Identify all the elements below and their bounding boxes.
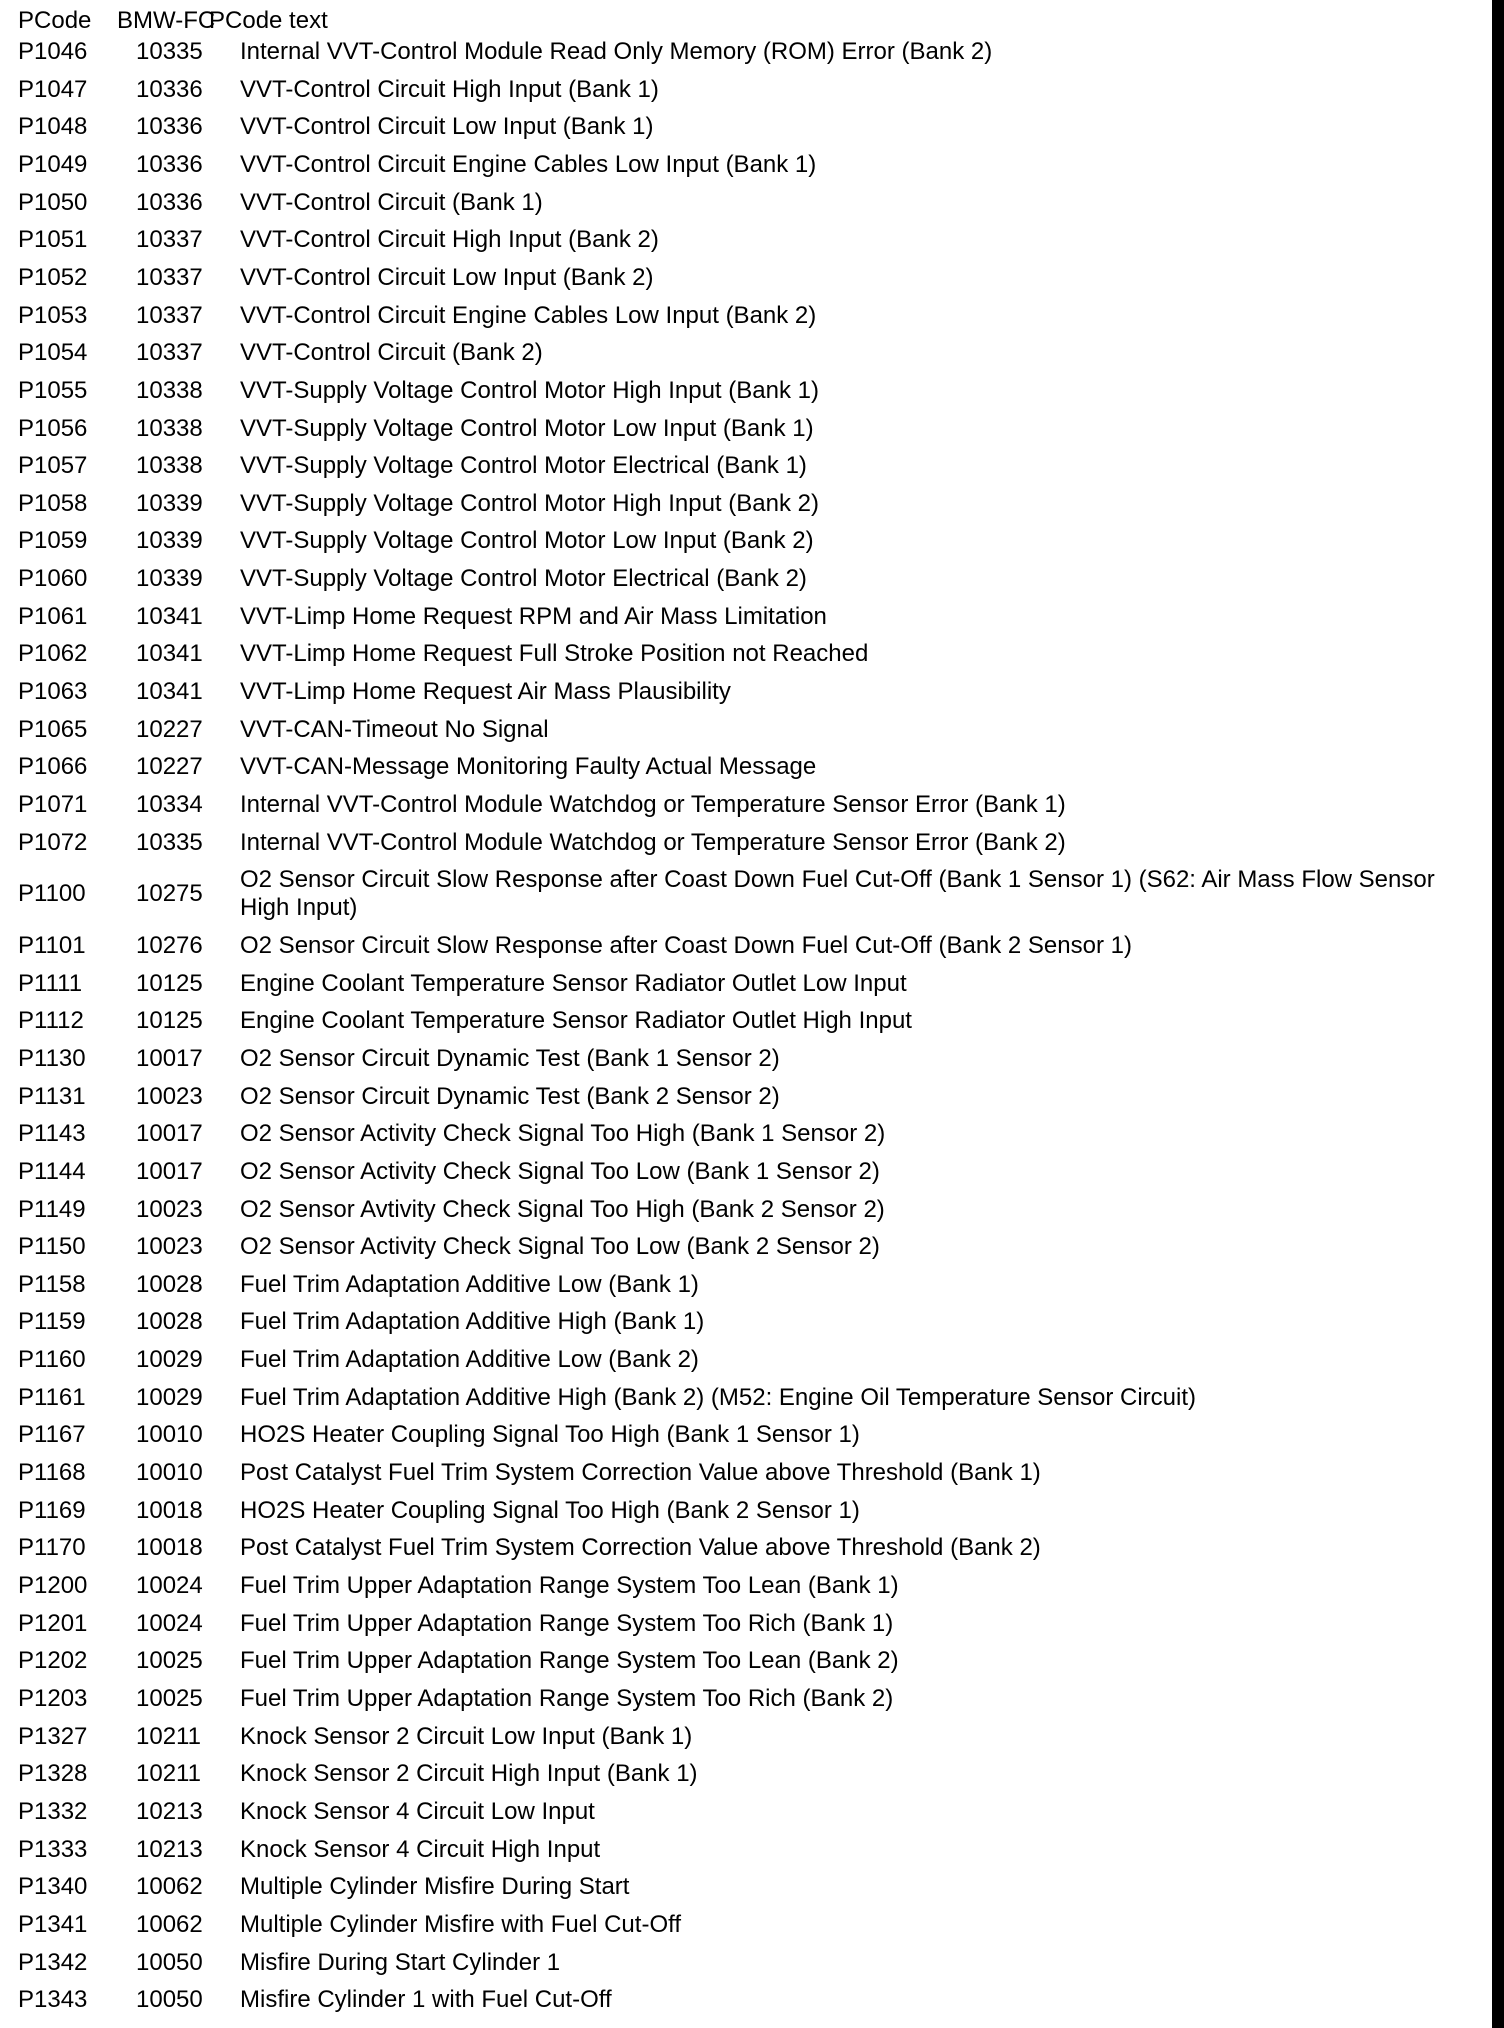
cell-pcode: P1048 [18,113,88,141]
cell-bmw-fc: 10125 [136,1007,203,1035]
cell-pcode-text: VVT-Control Circuit High Input (Bank 1) [240,75,659,103]
cell-pcode-text: VVT-Control Circuit Engine Cables Low Input (Bank 2) [240,301,817,329]
cell-pcode: P1327 [18,1722,88,1750]
cell-pcode: P1072 [18,828,88,856]
cell-pcode: P1071 [18,791,88,818]
cell-pcode-text: VVT-Limp Home Request RPM and Air Mass Limitation [240,602,827,630]
cell-pcode: P1343 [18,1986,88,2014]
cell-bmw-fc: 10338 [136,452,203,480]
cell-pcode: P1332 [18,1797,88,1825]
cell-bmw-fc: 10062 [136,1873,203,1901]
cell-pcode-text: O2 Sensor Circuit Slow Response after Coast Down Fuel Cut-Off (Bank 1 Sensor 1) (S62: Air Mass Flow Sensor High Input) [240,866,1435,922]
cell-bmw-fc: 10010 [136,1459,203,1487]
cell-pcode: P1341 [18,1910,88,1938]
cell-pcode: P1131 [18,1082,86,1110]
cell-bmw-fc: 10029 [136,1383,203,1411]
cell-pcode-text: Fuel Trim Upper Adaptation Range System Too Lean (Bank 1) [240,1572,899,1599]
cell-pcode-text: VVT-CAN-Timeout No Signal [240,715,549,743]
cell-pcode: P1333 [18,1835,88,1863]
cell-pcode-text: Fuel Trim Adaptation Additive Low (Bank 2) [240,1346,699,1374]
cell-bmw-fc: 10337 [136,301,203,329]
cell-pcode-text: Knock Sensor 2 Circuit High Input (Bank 1) [240,1760,698,1788]
cell-pcode-text: VVT-Supply Voltage Control Motor High Input (Bank 2) [240,489,819,517]
cell-pcode-text: O2 Sensor Activity Check Signal Too High (Bank 1 Sensor 2) [240,1120,886,1148]
cell-pcode-text: Engine Coolant Temperature Sensor Radiator Outlet Low Input [240,969,907,997]
cell-pcode-text: O2 Sensor Circuit Dynamic Test (Bank 1 Sensor 2) [240,1044,780,1072]
cell-pcode-text: Fuel Trim Upper Adaptation Range System Too Lean (Bank 2) [240,1647,899,1675]
cell-pcode: P1047 [18,75,88,103]
cell-pcode: P1060 [18,565,88,593]
cell-bmw-fc: 10017 [136,1044,203,1072]
cell-bmw-fc: 10337 [136,339,203,367]
cell-pcode-text: O2 Sensor Avtivity Check Signal Too High (Bank 2 Sensor 2) [240,1195,885,1223]
cell-bmw-fc: 10010 [136,1421,203,1449]
cell-pcode: P1200 [18,1572,88,1599]
cell-pcode: P1051 [18,226,88,254]
cell-pcode: P1053 [18,301,88,329]
cell-pcode: P1170 [18,1534,86,1562]
cell-pcode: P1158 [18,1270,86,1298]
cell-pcode-text: VVT-Supply Voltage Control Motor Electrical (Bank 2) [240,565,807,593]
cell-pcode-text: VVT-Supply Voltage Control Motor High Input (Bank 1) [240,376,819,404]
cell-bmw-fc: 10341 [136,678,203,706]
cell-pcode: P1169 [18,1496,86,1524]
cell-bmw-fc: 10025 [136,1684,203,1712]
cell-pcode-text: Fuel Trim Adaptation Additive Low (Bank 1) [240,1270,699,1298]
cell-pcode: P1050 [18,188,88,216]
cell-pcode-text: Fuel Trim Upper Adaptation Range System Too Rich (Bank 2) [240,1684,894,1712]
cell-bmw-fc: 10339 [136,489,203,517]
cell-pcode: P1150 [18,1233,86,1261]
cell-pcode: P1058 [18,489,88,517]
cell-pcode-text: O2 Sensor Circuit Dynamic Test (Bank 2 Sensor 2) [240,1082,780,1110]
cell-bmw-fc: 10227 [136,715,203,743]
cell-pcode: P1202 [18,1647,88,1675]
cell-bmw-fc: 10227 [136,753,203,781]
cell-pcode: P1161 [18,1383,86,1411]
cell-pcode: P1112 [18,1007,84,1035]
cell-pcode-text: Internal VVT-Control Module Watchdog or Temperature Sensor Error (Bank 2) [240,828,1066,856]
cell-bmw-fc: 10028 [136,1270,203,1298]
cell-pcode-text: VVT-Limp Home Request Air Mass Plausibility [240,678,731,706]
cell-pcode: P1101 [18,931,86,959]
cell-pcode-text: Knock Sensor 4 Circuit High Input [240,1835,601,1863]
cell-pcode-text: VVT-Control Circuit Low Input (Bank 2) [240,263,654,291]
cell-pcode-text: O2 Sensor Activity Check Signal Too Low (Bank 2 Sensor 2) [240,1233,880,1261]
header-bmw-fc: BMW-FC [117,7,216,34]
cell-pcode-text: VVT-Control Circuit Low Input (Bank 1) [240,113,654,141]
cell-pcode: P1061 [18,602,88,630]
cell-bmw-fc: 10050 [136,1986,203,2014]
cell-pcode: P1049 [18,150,88,178]
cell-pcode: P1052 [18,263,88,291]
cell-bmw-fc: 10334 [136,791,203,818]
cell-pcode-text: Internal VVT-Control Module Read Only Memory (ROM) Error (Bank 2) [240,38,993,65]
cell-pcode-text: Fuel Trim Adaptation Additive High (Bank 1) [240,1308,705,1336]
cell-bmw-fc: 10024 [136,1609,203,1637]
cell-bmw-fc: 10336 [136,75,203,103]
cell-pcode: P1160 [18,1346,86,1374]
cell-bmw-fc: 10211 [136,1722,201,1750]
cell-pcode-text: VVT-Control Circuit (Bank 2) [240,339,543,367]
cell-bmw-fc: 10341 [136,602,203,630]
cell-pcode: P1340 [18,1873,88,1901]
cell-pcode-text: VVT-Supply Voltage Control Motor Low Input (Bank 1) [240,414,814,442]
cell-bmw-fc: 10024 [136,1572,203,1599]
cell-bmw-fc: 10338 [136,414,203,442]
cell-pcode: P1046 [18,38,88,65]
cell-bmw-fc: 10028 [136,1308,203,1336]
cell-bmw-fc: 10213 [136,1835,203,1863]
right-border-bar [1492,0,1504,2028]
cell-bmw-fc: 10337 [136,226,203,254]
cell-pcode-text: Knock Sensor 4 Circuit Low Input [240,1797,595,1825]
cell-bmw-fc: 10213 [136,1797,203,1825]
cell-pcode-text: Knock Sensor 2 Circuit Low Input (Bank 1) [240,1722,693,1750]
cell-pcode: P1054 [18,339,88,367]
cell-bmw-fc: 10023 [136,1082,203,1110]
cell-pcode: P1065 [18,715,88,743]
cell-pcode-text: VVT-Limp Home Request Full Stroke Position not Reached [240,640,869,668]
cell-bmw-fc: 10336 [136,150,203,178]
cell-bmw-fc: 10023 [136,1233,203,1261]
cell-pcode: P1130 [18,1044,86,1072]
cell-pcode-text: HO2S Heater Coupling Signal Too High (Bank 2 Sensor 1) [240,1496,860,1524]
cell-pcode: P1203 [18,1684,88,1712]
cell-pcode-text: VVT-Control Circuit (Bank 1) [240,188,543,216]
cell-pcode: P1328 [18,1760,88,1788]
cell-pcode: P1059 [18,527,88,555]
cell-bmw-fc: 10335 [136,38,203,65]
cell-bmw-fc: 10018 [136,1496,203,1524]
cell-pcode-text: HO2S Heater Coupling Signal Too High (Bank 1 Sensor 1) [240,1421,860,1449]
cell-pcode: P1159 [18,1308,86,1336]
cell-pcode: P1111 [18,969,83,997]
cell-bmw-fc: 10335 [136,828,203,856]
header-pcode: PCode [18,7,92,34]
cell-bmw-fc: 10336 [136,188,203,216]
cell-pcode-text: Engine Coolant Temperature Sensor Radiator Outlet High Input [240,1007,912,1035]
cell-pcode: P1056 [18,414,88,442]
cell-pcode-text: VVT-Control Circuit Engine Cables Low Input (Bank 1) [240,150,817,178]
cell-bmw-fc: 10275 [136,880,203,908]
cell-bmw-fc: 10125 [136,969,203,997]
cell-pcode: P1063 [18,678,88,706]
cell-pcode: P1149 [18,1195,86,1223]
cell-bmw-fc: 10018 [136,1534,203,1562]
cell-pcode: P1168 [18,1459,86,1487]
cell-pcode-text: Fuel Trim Adaptation Additive High (Bank 2) (M52: Engine Oil Temperature Sensor Circuit) [240,1383,1196,1411]
cell-bmw-fc: 10337 [136,263,203,291]
cell-pcode: P1144 [18,1157,86,1185]
cell-pcode: P1143 [18,1120,86,1148]
cell-bmw-fc: 10276 [136,931,203,959]
cell-bmw-fc: 10023 [136,1195,203,1223]
cell-pcode: P1201 [18,1609,88,1637]
cell-pcode: P1057 [18,452,88,480]
cell-pcode-text: VVT-CAN-Message Monitoring Faulty Actual Message [240,753,817,781]
cell-pcode: P1062 [18,640,88,668]
cell-bmw-fc: 10339 [136,565,203,593]
cell-pcode-text: Multiple Cylinder Misfire with Fuel Cut-Off [240,1910,682,1938]
cell-bmw-fc: 10339 [136,527,203,555]
cell-bmw-fc: 10017 [136,1157,203,1185]
cell-bmw-fc: 10025 [136,1647,203,1675]
cell-pcode-text: O2 Sensor Circuit Slow Response after Coast Down Fuel Cut-Off (Bank 2 Sensor 1) [240,931,1132,959]
cell-bmw-fc: 10211 [136,1760,201,1788]
cell-bmw-fc: 10338 [136,376,203,404]
cell-pcode-text: Misfire Cylinder 1 with Fuel Cut-Off [240,1986,612,2014]
cell-pcode-text: Fuel Trim Upper Adaptation Range System Too Rich (Bank 1) [240,1609,894,1637]
cell-pcode-text: Internal VVT-Control Module Watchdog or Temperature Sensor Error (Bank 1) [240,791,1066,818]
cell-pcode: P1167 [18,1421,86,1449]
cell-pcode-text: VVT-Supply Voltage Control Motor Low Input (Bank 2) [240,527,814,555]
cell-bmw-fc: 10341 [136,640,203,668]
cell-pcode-text: Post Catalyst Fuel Trim System Correction Value above Threshold (Bank 2) [240,1534,1041,1562]
cell-bmw-fc: 10029 [136,1346,203,1374]
cell-pcode: P1066 [18,753,88,781]
cell-bmw-fc: 10336 [136,113,203,141]
cell-bmw-fc: 10062 [136,1910,203,1938]
cell-pcode-text: O2 Sensor Activity Check Signal Too Low (Bank 1 Sensor 2) [240,1157,880,1185]
cell-bmw-fc: 10050 [136,1948,203,1976]
header-pcode-text: PCode text [209,7,328,34]
cell-pcode-text: Misfire During Start Cylinder 1 [240,1948,561,1976]
cell-pcode-text: VVT-Supply Voltage Control Motor Electrical (Bank 1) [240,452,807,480]
cell-pcode: P1342 [18,1948,88,1976]
cell-pcode: P1055 [18,376,88,404]
cell-pcode-text: VVT-Control Circuit High Input (Bank 2) [240,226,659,254]
cell-pcode-text: Multiple Cylinder Misfire During Start [240,1873,630,1901]
cell-pcode: P1100 [18,880,86,908]
cell-bmw-fc: 10017 [136,1120,203,1148]
cell-pcode-text: Post Catalyst Fuel Trim System Correction Value above Threshold (Bank 1) [240,1459,1041,1487]
